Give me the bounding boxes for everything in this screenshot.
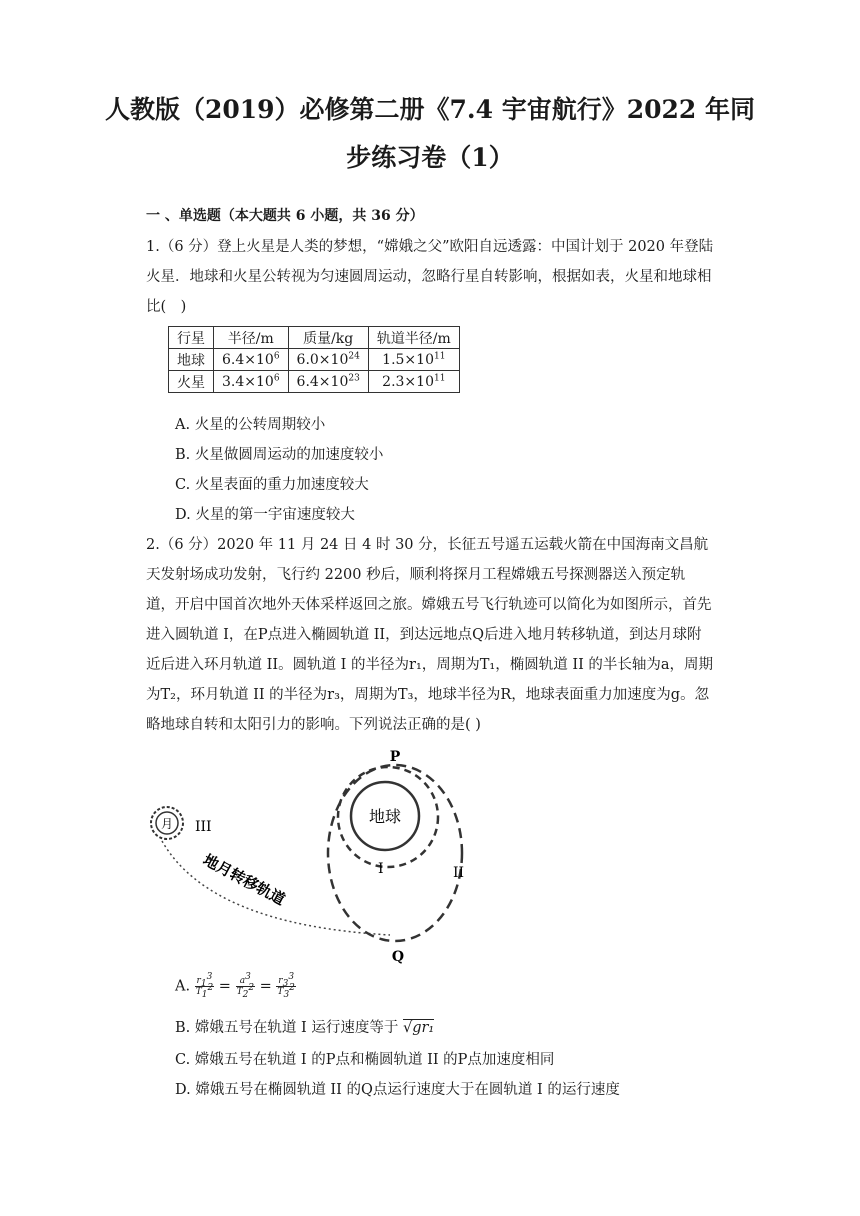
point-q-label: Q: [391, 949, 405, 965]
ellipse-orbit-ii: [328, 765, 465, 941]
orbit-ii-label: II: [453, 865, 465, 881]
table-cell: 火星: [169, 371, 214, 393]
table-cell: $2.3\times 10^{11}$: [368, 371, 459, 393]
table-cell: 地球: [169, 349, 214, 371]
orbit-diagram: [140, 745, 510, 965]
point-p-label: P: [389, 749, 401, 765]
table-header-cell: 行星: [169, 327, 214, 349]
q1-option-a: A. 火星的公转周期较小: [175, 417, 326, 433]
q2-option-d: D. 嫦娥五号在椭圆轨道 II 的Q点运行速度大于在圆轨道 I 的运行速度: [175, 1082, 620, 1098]
earth-label: 地球: [368, 807, 402, 826]
moon-label: 月: [160, 817, 174, 831]
table-cell: $6.4\times 10^6$: [214, 349, 289, 371]
table-header-cell: 质量/kg: [288, 327, 368, 349]
page-title-line-2: 步练习卷（1）: [346, 143, 514, 172]
table-row: [169, 349, 460, 371]
q1-option-b: B. 火星做圆周运动的加速度较小: [175, 447, 384, 463]
section-heading: 一 、单选题（本大题共 6 小题，共 36 分）: [146, 208, 424, 224]
orbit-iii-label: III: [195, 819, 212, 835]
table-cell: $3.4\times 10^6$: [214, 371, 289, 393]
orbit-i-label: I: [378, 861, 384, 877]
table-cell: $6.4\times 10^{23}$: [288, 371, 368, 393]
table-row: [169, 371, 460, 393]
table-cell: $6.0\times 10^{24}$: [288, 349, 368, 371]
q2-option-b: B. 嫦娥五号在轨道 I 运行速度等于 √gr₁: [175, 1020, 435, 1036]
question-2-stem: 2.（6 分）2020 年 11 月 24 日 4 时 30 分，长征五号遥五运载火箭在中国海南文昌航天发射场成功发射，飞行约 2200 秒后，顺利将探月工程嫦娥五号探测器送入预定轨道，开启中国首次地外天体采样返回之旅。嫦娥五号飞行轨迹可以简化为如图所示，首先进入圆轨道 I，在P点进入椭圆轨道 II，到达远地点Q后进入地月转移轨道，到达月球附近后进入环月轨道 II。圆轨道 I 的半径为r₁，周期为T₁，椭圆轨道 II 的半长轴为a，周期为T₂，环月轨道 II 的半径为r₃，周期为T₃，地球半径为R，地球表面重力加速度为g。忽略地球自转和太阳引力的影响。下列说法正确的是( ): [146, 537, 714, 733]
q1-option-d: D. 火星的第一宇宙速度较大: [175, 507, 355, 523]
q2-option-c: C. 嫦娥五号在轨道 I 的P点和椭圆轨道 II 的P点加速度相同: [175, 1052, 555, 1068]
planet-table: [168, 326, 460, 393]
table-header-row: [169, 327, 460, 349]
table-header-cell: 半径/m: [214, 327, 289, 349]
transfer-orbit-label: 地月转移轨道: [200, 850, 289, 909]
q1-option-c: C. 火星表面的重力加速度较大: [175, 477, 369, 493]
page-title-line-1: 人教版（2019）必修第二册《7.4 宇宙航行》2022 年同: [104, 95, 756, 124]
table-header-cell: 轨道半径/m: [368, 327, 459, 349]
q2-option-a: A. $\frac{r_1^3}{T_1^2}$ = $\frac{a^3}{T_2^2}$ = $\frac{r_3^3}{T_3^2}$: [175, 972, 295, 1000]
table-cell: $1.5\times 10^{11}$: [368, 349, 459, 371]
question-1-stem: 1.（6 分）登上火星是人类的梦想，“嫦娥之父”欧阳自远透露：中国计划于 2020 年登陆火星．地球和火星公转视为匀速圆周运动，忽略行星自转影响，根据如表，火星和地球相比( ): [146, 239, 714, 315]
